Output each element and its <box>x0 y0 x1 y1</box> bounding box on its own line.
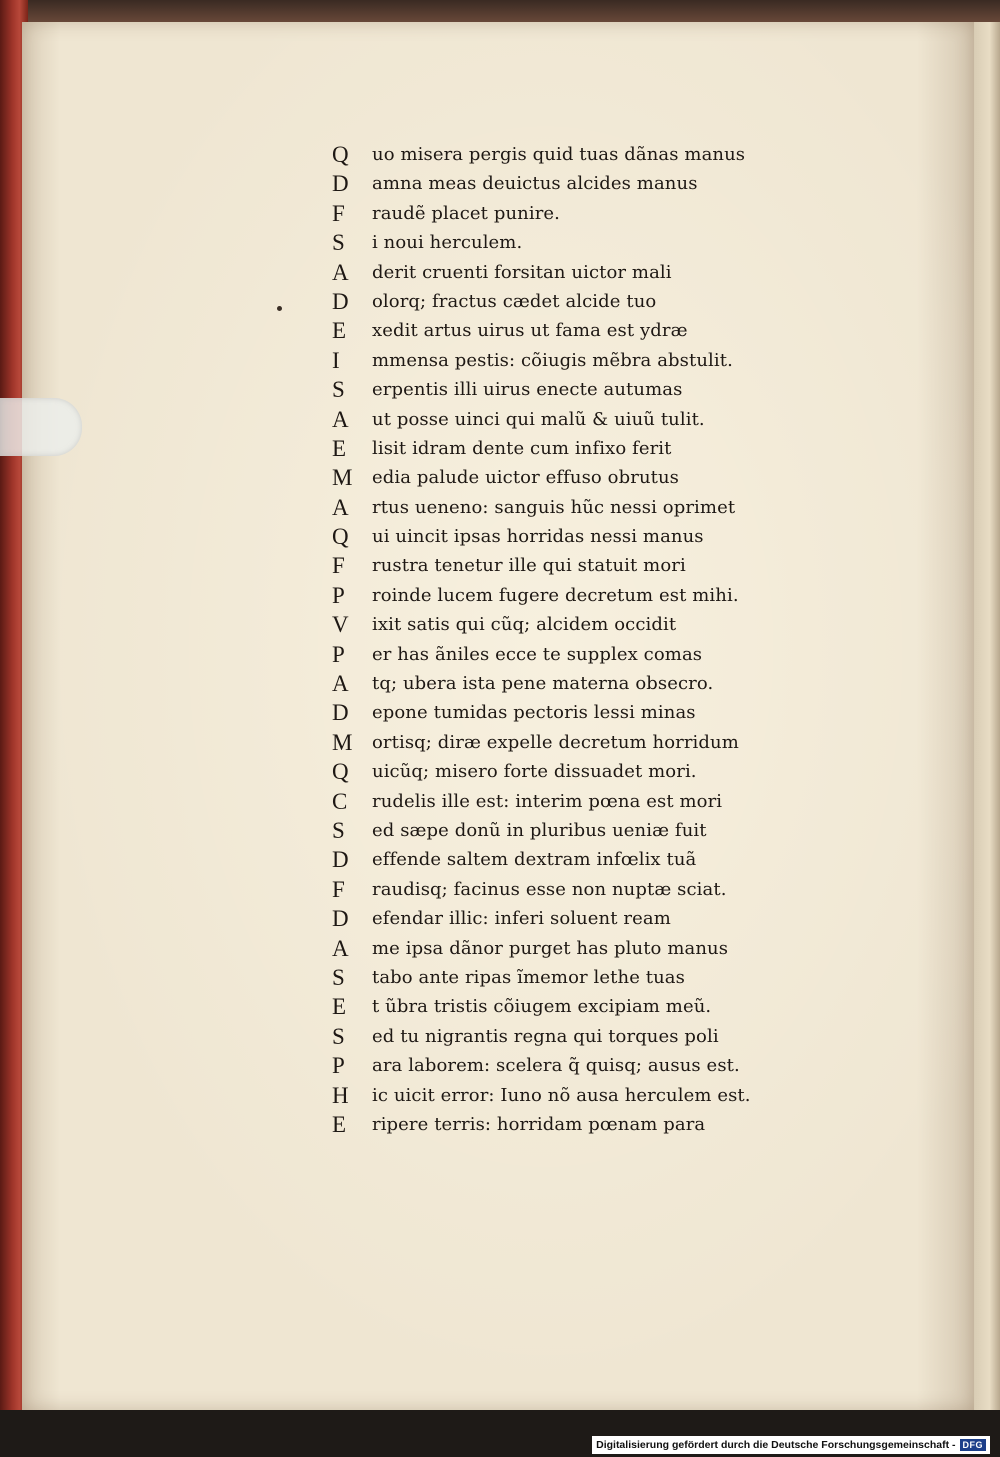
verse-initial: P <box>332 641 345 667</box>
verse-initial: D <box>332 847 349 873</box>
verse-line <box>332 434 812 463</box>
verse-line <box>332 1081 812 1110</box>
verse-body: tabo ante ripas ĩmemor lethe tuas <box>372 966 685 988</box>
dfg-credit-banner <box>592 1436 990 1454</box>
verse-body: rtus ueneno: sanguis hũc nessi oprimet <box>372 496 736 518</box>
verse-body: rudelis ille est: interim pœna est mori <box>372 790 723 812</box>
verse-initial: F <box>332 553 345 579</box>
verse-body: roinde lucem fugere decretum est mihi. <box>372 584 739 606</box>
verse-body: ut posse uinci qui malũ & uiuũ tulit. <box>372 408 705 430</box>
verse-line <box>332 1022 812 1051</box>
verse-initial: D <box>332 288 349 314</box>
verse-line <box>332 640 812 669</box>
verse-initial: E <box>332 435 347 461</box>
verse-initial: P <box>332 1053 345 1079</box>
verse-line <box>332 904 812 933</box>
verse-body: i noui herculem. <box>372 232 523 254</box>
verse-initial: A <box>332 494 349 520</box>
dfg-credit-text: Digitalisierung gefördert durch die Deutsche Forschungsgemeinschaft - <box>596 1439 956 1451</box>
verse-body: raudisq; facinus esse non nuptæ sciat. <box>372 878 727 900</box>
facing-page-edge <box>974 22 1000 1422</box>
verse-initial: S <box>332 230 345 256</box>
verse-initial: D <box>332 171 349 197</box>
verse-line <box>332 934 812 963</box>
verse-line <box>332 199 812 228</box>
dfg-logo: DFG <box>960 1439 987 1451</box>
verse-initial: A <box>332 259 349 285</box>
verse-initial: S <box>332 817 345 843</box>
verse-line <box>332 551 812 580</box>
verse-body: uo misera pergis quid tuas dãnas manus <box>372 144 746 165</box>
verse-initial: Q <box>332 142 349 167</box>
scan-bottom-strip <box>0 1410 1000 1457</box>
verse-body: uicũq; misero forte dissuadet mori. <box>372 761 697 783</box>
verse-body: xedit artus uirus ut fama est ydræ <box>372 320 688 342</box>
verse-body: ic uicit error: Iuno nõ ausa herculem est. <box>372 1084 751 1106</box>
verse-initial: I <box>332 347 340 373</box>
verse-line <box>332 610 812 639</box>
verse-initial: E <box>332 1111 347 1137</box>
verse-body: erpentis illi uirus enecte autumas <box>372 379 683 401</box>
verse-line <box>332 375 812 404</box>
verse-line <box>332 757 812 786</box>
verse-line <box>332 463 812 492</box>
verse-body: ixit satis qui cũq; alcidem occidit <box>372 614 677 636</box>
verse-body: olorq; fractus cædet alcide tuo <box>372 290 657 312</box>
verse-body: ui uincit ipsas horridas nessi manus <box>372 526 704 548</box>
verse-line <box>332 1051 812 1080</box>
verse-text-block <box>332 140 812 1139</box>
verse-initial: D <box>332 906 349 932</box>
verse-body: er has ãniles ecce te supplex comas <box>372 643 703 665</box>
verse-line <box>332 316 812 345</box>
verse-initial: S <box>332 377 345 403</box>
verse-body: ara laborem: scelera q̃ quisq; ausus est. <box>372 1055 740 1077</box>
verse-line <box>332 169 812 198</box>
verse-body: epone tumidas pectoris lessi minas <box>372 702 696 724</box>
verse-line <box>332 992 812 1021</box>
verse-initial: F <box>332 876 345 902</box>
verse-body: ed sæpe donũ in pluribus ueniæ fuit <box>372 819 707 841</box>
verse-initial: Q <box>332 524 349 550</box>
book-top-edge <box>0 0 1000 24</box>
verse-body: ed tu nigrantis regna qui torques poli <box>372 1025 719 1047</box>
verse-initial: F <box>332 200 345 226</box>
verse-line <box>332 963 812 992</box>
verse-initial: C <box>332 788 348 814</box>
verse-initial: A <box>332 671 349 697</box>
verse-body: me ipsa dãnor purget has pluto manus <box>372 937 729 959</box>
verse-initial: P <box>332 582 345 608</box>
verse-body: raudẽ placet punire. <box>372 202 560 224</box>
verse-line <box>332 140 812 169</box>
verse-body: efendar illic: inferi soluent ream <box>372 908 671 930</box>
verse-initial: Q <box>332 759 349 785</box>
verse-line <box>332 1110 812 1139</box>
verse-line <box>332 228 812 257</box>
verse-body: ortisq; diræ expelle decretum horridum <box>372 731 739 753</box>
verse-body: derit cruenti forsitan uictor mali <box>372 261 672 283</box>
verse-line <box>332 875 812 904</box>
verse-line <box>332 787 812 816</box>
verse-initial: H <box>332 1082 349 1108</box>
verse-initial: M <box>332 729 353 755</box>
verse-body: tq; ubera ista pene materna obsecro. <box>372 673 714 695</box>
verse-initial: A <box>332 935 349 961</box>
verse-line <box>332 669 812 698</box>
verse-initial: D <box>332 700 349 726</box>
verse-initial: S <box>332 964 345 990</box>
verse-line <box>332 405 812 434</box>
verse-body: lisit idram dente cum infixo ferit <box>372 437 672 459</box>
verse-body: t ũbra tristis cõiugem excipiam meũ. <box>372 996 712 1018</box>
verse-line <box>332 845 812 874</box>
verse-initial: M <box>332 465 353 491</box>
verse-initial: E <box>332 994 347 1020</box>
verse-line <box>332 581 812 610</box>
verse-initial: E <box>332 318 347 344</box>
verse-line <box>332 493 812 522</box>
ink-dot-mark <box>277 306 282 311</box>
verse-initial: V <box>332 612 349 638</box>
verse-line <box>332 346 812 375</box>
verse-line <box>332 258 812 287</box>
verse-body: effende saltem dextram infœlix tuã <box>372 849 697 871</box>
verse-line <box>332 728 812 757</box>
page-clip-tab <box>0 398 82 456</box>
verse-initial: A <box>332 406 349 432</box>
verse-body: ripere terris: horridam pœnam para <box>372 1113 706 1135</box>
verse-line <box>332 522 812 551</box>
verse-body: rustra tenetur ille qui statuit mori <box>372 555 686 577</box>
verse-body: mmensa pestis: cõiugis mẽbra abstulit. <box>372 349 733 371</box>
verse-body: edia palude uictor effuso obrutus <box>372 467 679 489</box>
verse-line <box>332 816 812 845</box>
verse-line <box>332 287 812 316</box>
verse-initial: S <box>332 1023 345 1049</box>
verse-line <box>332 698 812 727</box>
verse-body: amna meas deuictus alcides manus <box>372 173 698 195</box>
